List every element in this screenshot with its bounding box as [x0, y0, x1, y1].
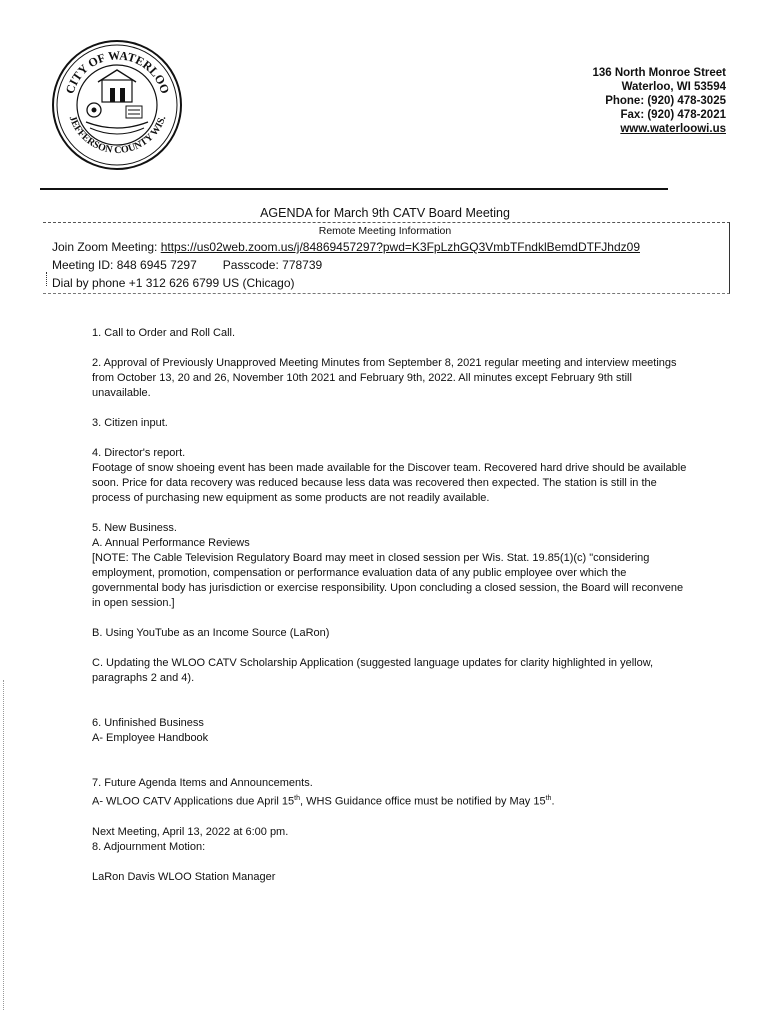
- agenda-item-5c: C. Updating the WLOO CATV Scholarship Application (suggested language updates for clarity highlighted in yellow, paragraphs 2 and 4).: [92, 657, 654, 684]
- agenda-item-1: 1. Call to Order and Roll Call.: [92, 327, 236, 339]
- agenda-item-8: 8. Adjournment Motion:: [92, 840, 206, 853]
- city-state-zip: Waterloo, WI 53594: [621, 81, 726, 93]
- svg-text:CITY OF WATERLOO: CITY OF WATERLOO: [62, 48, 173, 96]
- agenda-item-5-title: 5. New Business.: [92, 522, 177, 534]
- website-link[interactable]: www.waterloowi.us: [620, 123, 726, 135]
- phone-number: Phone: (920) 478-3025: [605, 95, 726, 107]
- city-address-block: [592, 66, 726, 136]
- agenda-item-7-title: 7. Future Agenda Items and Announcements.: [92, 777, 313, 789]
- agenda-item-7a: [92, 791, 692, 810]
- item-7a-sup-1: th: [294, 795, 301, 802]
- agenda-item-4-body: Footage of snow shoeing event has been made available for the Discover team. Recovered hard drive should be available soon. Price for data recovery was reduced because less data was recovered then expected. The station is still in the process of purchasing new equipment as some products are not readily available.: [92, 462, 687, 504]
- zoom-dial-line: Dial by phone +1 312 626 6799 US (Chicago): [52, 276, 295, 290]
- agenda-title: AGENDA for March 9th CATV Board Meeting: [260, 206, 510, 220]
- zoom-join-line: [52, 238, 640, 256]
- zoom-details: [52, 238, 640, 292]
- zoom-meeting-id: Meeting ID: 848 6945 7297: [52, 258, 197, 272]
- agenda-item-4-title: 4. Director's report.: [92, 447, 186, 459]
- street-address: 136 North Monroe Street: [592, 67, 726, 79]
- svg-text:JEFFERSON COUNTY WIS.: JEFFERSON COUNTY WIS.: [66, 114, 169, 156]
- agenda-item-5-note: [NOTE: The Cable Television Regulatory Board may meet in closed session per Wis. Stat. 19.85(1)(c) "considering employment, promotion, compensation or performance evaluation data of any public employee over which the governmental body has jurisdiction or exercise responsibility. Upon concluding a closed session, the Board will reconvene in open session.]: [92, 552, 684, 609]
- agenda-item-5b: B. Using YouTube as an Income Source (LaRon): [92, 627, 330, 639]
- zoom-passcode: Passcode: 778739: [222, 258, 323, 272]
- item-7a-text-2: , WHS Guidance office must be notified by May 15: [300, 795, 546, 808]
- item-7a-text-3: .: [551, 795, 555, 808]
- agenda-item-3: 3. Citizen input.: [92, 417, 168, 429]
- city-seal-logo: [50, 38, 185, 173]
- agenda-item-5a: A. Annual Performance Reviews: [92, 537, 250, 549]
- item-7a-text-1: A- WLOO CATV Applications due April 15: [92, 795, 295, 808]
- agenda-item-6a: A- Employee Handbook: [92, 732, 209, 744]
- signature-line: LaRon Davis WLOO Station Manager: [92, 870, 276, 883]
- zoom-id-line: [52, 256, 640, 274]
- remote-meeting-heading: Remote Meeting Information: [318, 225, 452, 237]
- scan-margin-artifact: [3, 680, 4, 1010]
- agenda-item-6-title: 6. Unfinished Business: [92, 717, 204, 729]
- zoom-join-link[interactable]: https://us02web.zoom.us/j/84869457297?pwd=K3FpLzhGQ3VmbTFndklBemdDTFJhdz09: [160, 240, 640, 254]
- agenda-item-2: 2. Approval of Previously Unapproved Meeting Minutes from September 8, 2021 regular meeting and interview meetings from October 13, 20 and 26, November 10th 2021 and February 9th, 2022. All minutes except February 9th still unavailable.: [92, 357, 677, 399]
- zoom-join-label: Join Zoom Meeting:: [52, 240, 161, 254]
- agenda-items: [92, 326, 692, 885]
- margin-mark: [46, 272, 49, 286]
- next-meeting: Next Meeting, April 13, 2022 at 6:00 pm.: [92, 825, 289, 838]
- item-7a-sup-2: th: [545, 795, 552, 802]
- header-divider: [40, 188, 668, 190]
- fax-number: Fax: (920) 478-2021: [620, 109, 726, 121]
